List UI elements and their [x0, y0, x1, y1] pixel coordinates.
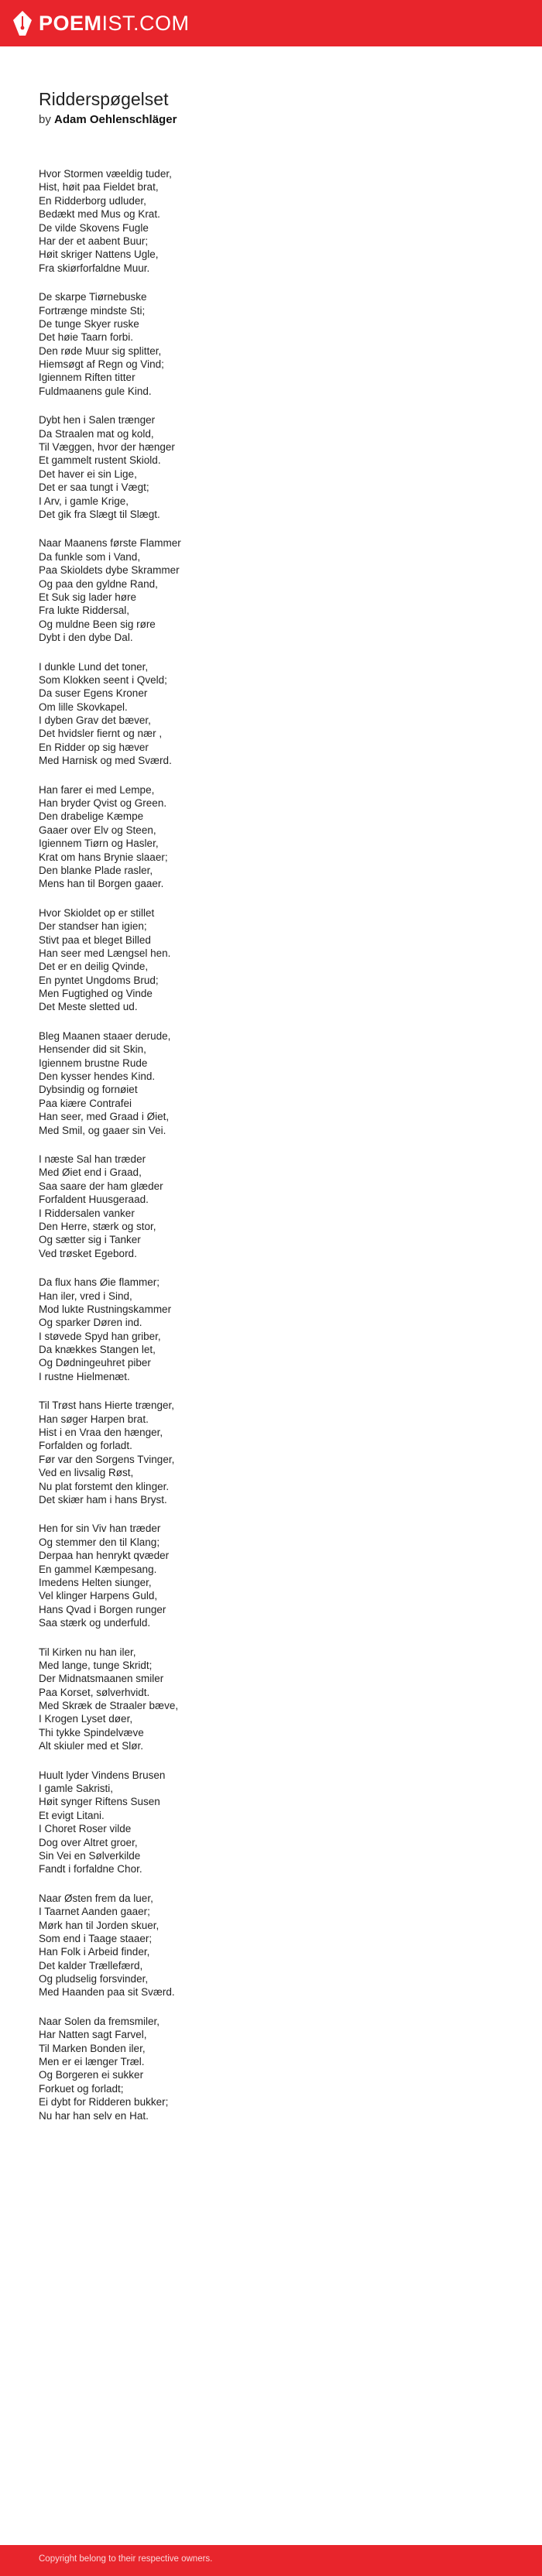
- poem-line: Hans Qvad i Borgen runger: [39, 1603, 166, 1615]
- poem-line: Et Suk sig lader høre: [39, 591, 137, 603]
- poem-line: Mod lukte Rustningskammer: [39, 1303, 172, 1315]
- poem-line: Hvor Skioldet op er stillet: [39, 906, 155, 919]
- poem-line: De tunge Skyer ruske: [39, 317, 139, 330]
- poem-line: Da flux hans Øie flammer;: [39, 1276, 160, 1289]
- poem-line: Den kysser hendes Kind.: [39, 1070, 156, 1083]
- poem-line: Der Midnatsmaanen smiler: [39, 1673, 164, 1685]
- poem-line: Huult lyder Vindens Brusen: [39, 1769, 166, 1781]
- poem-line: Dybsindig og fornøiet: [39, 1084, 138, 1096]
- author-name[interactable]: Adam Oehlenschläger: [54, 113, 177, 126]
- poem-line: Bleg Maanen staaer derude,: [39, 1029, 171, 1042]
- poem-line: Han iler, vred i Sind,: [39, 1290, 132, 1302]
- poem-line: En Ridder op sig hæver: [39, 741, 149, 753]
- poem-stanza: [39, 1769, 503, 1876]
- poem-line: Bedækt med Mus og Krat.: [39, 208, 160, 221]
- poem-line: Ei dybt for Ridderen bukker;: [39, 2096, 169, 2108]
- poem-line: Naar Maanens første Flammer: [39, 537, 181, 550]
- poem-line: Og pludselig forsvinder,: [39, 1973, 149, 1985]
- poem-line: Dybt i den dybe Dal.: [39, 632, 133, 644]
- poem-line: Stivt paa et bleget Billed: [39, 933, 151, 946]
- poem-stanza: [39, 413, 503, 521]
- poem-line: I rustne Hielmenæt.: [39, 1370, 130, 1382]
- poem-line: Nu plat forstemt den klinger.: [39, 1480, 170, 1492]
- poem-line: Og Borgeren ei sukker: [39, 2069, 144, 2081]
- poem-line: Har Natten sagt Farvel,: [39, 2029, 147, 2041]
- poem-line: I Taarnet Aanden gaaer;: [39, 1906, 150, 1918]
- poem-stanza: [39, 1646, 503, 1753]
- poem-line: I Arv, i gamle Krige,: [39, 495, 129, 507]
- poem-line: I gamle Sakristi,: [39, 1783, 114, 1795]
- poem-stanza: [39, 1522, 503, 1629]
- poem-stanza: [39, 167, 503, 275]
- poem-line: Han bryder Qvist og Green.: [39, 797, 167, 810]
- poem-stanza: [39, 1153, 503, 1260]
- poem-line: Det høie Taarn forbi.: [39, 331, 134, 344]
- poem-line: Dog over Altret groer,: [39, 1836, 138, 1848]
- poem-line: Høit skriger Nattens Ugle,: [39, 248, 159, 261]
- poem-line: Den drabelige Kæmpe: [39, 810, 144, 823]
- poem-line: Med Øiet end i Graad,: [39, 1166, 142, 1179]
- poem-line: Fandt i forfaldne Chor.: [39, 1863, 142, 1875]
- poem-line: Da Straalen mat og kold,: [39, 427, 154, 440]
- poem-line: Med Skræk de Straaler bæve,: [39, 1700, 179, 1712]
- poem-line: Har der et aabent Buur;: [39, 235, 149, 247]
- poem-line: Og paa den gyldne Rand,: [39, 577, 158, 590]
- poem-line: Forkuet og forladt;: [39, 2082, 124, 2095]
- poem-line: De skarpe Tiørnebuske: [39, 291, 147, 303]
- poem-line: Der standser han igien;: [39, 920, 147, 933]
- poem-line: Igiennem brustne Rude: [39, 1057, 148, 1069]
- poem-line: Og sætter sig i Tanker: [39, 1234, 141, 1246]
- poem-line: Fortrænge mindste Sti;: [39, 304, 146, 317]
- poem-line: Naar Solen da fremsmiler,: [39, 2015, 160, 2027]
- poem-line: Det er en deilig Qvinde,: [39, 961, 149, 973]
- poem-line: Sin Vei en Sølverkilde: [39, 1849, 141, 1862]
- poem-line: Det hvidsler fiernt og nær ,: [39, 728, 163, 740]
- poem-line: I næste Sal han træder: [39, 1153, 146, 1165]
- poem-stanza: [39, 2015, 503, 2122]
- poem-line: Derpaa han henrykt qvæder: [39, 1550, 170, 1562]
- poem-line: I dunkle Lund det toner,: [39, 660, 149, 673]
- poem-line: Hist i en Vraa den hænger,: [39, 1427, 163, 1439]
- poem-line: Den røde Muur sig splitter,: [39, 344, 162, 357]
- poem-line: Naar Østen frem da luer,: [39, 1892, 153, 1904]
- poem-line: Det skiær ham i hans Bryst.: [39, 1493, 167, 1506]
- poem-line: Høit synger Riftens Susen: [39, 1796, 160, 1808]
- poem-line: Mørk han til Jorden skuer,: [39, 1919, 160, 1931]
- poem-line: Et evigt Litani.: [39, 1809, 105, 1821]
- site-name: POEMIST.COM: [39, 12, 190, 35]
- poem-line: Det Meste sletted ud.: [39, 1001, 138, 1013]
- poem-body: [39, 167, 503, 2138]
- poem-line: Forfalden og forladt.: [39, 1440, 132, 1452]
- poem-line: Med Smil, og gaaer sin Vei.: [39, 1124, 166, 1136]
- poem-line: Han Folk i Arbeid finder,: [39, 1946, 150, 1958]
- poem-byline: [39, 113, 177, 126]
- poem-line: Og stemmer den til Klang;: [39, 1536, 160, 1548]
- poem-line: Fra lukte Riddersal,: [39, 605, 130, 617]
- poem-line: Til Væggen, hvor der hænger: [39, 441, 175, 454]
- poem-line: Nu har han selv en Hat.: [39, 2109, 149, 2122]
- poem-stanza: [39, 906, 503, 1014]
- pen-nib-icon: [11, 10, 34, 36]
- poem-line: Han seer, med Graad i Øiet,: [39, 1111, 170, 1123]
- poem-line: Men er ei længer Træl.: [39, 2056, 145, 2068]
- poem-line: Og sparker Døren ind.: [39, 1317, 142, 1329]
- poem-line: Paa Korset, sølverhvidt.: [39, 1686, 150, 1698]
- poem-stanza: [39, 536, 503, 644]
- poem-line: Thi tykke Spindelvæve: [39, 1726, 144, 1738]
- poem-line: Med Haanden paa sit Sværd.: [39, 1986, 175, 1999]
- poem-stanza: [39, 290, 503, 398]
- by-label: by: [39, 113, 51, 126]
- site-footer: [0, 2545, 542, 2576]
- poem-line: Med lange, tunge Skridt;: [39, 1659, 153, 1671]
- poem-line: Hist, høit paa Fieldet brat,: [39, 181, 159, 194]
- site-logo[interactable]: [11, 9, 190, 37]
- poem-line: En Ridderborg udluder,: [39, 194, 146, 207]
- poem-line: Til Kirken nu han iler,: [39, 1646, 136, 1658]
- poem-line: Han farer ei med Lempe,: [39, 783, 155, 796]
- poem-line: Imedens Helten siunger,: [39, 1576, 152, 1588]
- poem-line: I støvede Spyd han griber,: [39, 1330, 161, 1342]
- poem-line: Paa kiære Contrafei: [39, 1097, 132, 1109]
- poem-line: Som Klokken seent i Qveld;: [39, 673, 167, 686]
- copyright-text: Copyright belong to their respective owners.: [39, 2554, 213, 2564]
- poem-line: Igiennem Riften titter: [39, 372, 136, 384]
- poem-line: Ved trøsket Egebord.: [39, 1247, 137, 1259]
- poem-title: Ridderspøgelset: [39, 89, 169, 109]
- poem-line: Da funkle som i Vand,: [39, 550, 141, 563]
- poem-line: Gaaer over Elv og Steen,: [39, 824, 156, 836]
- poem-line: En pyntet Ungdoms Brud;: [39, 974, 159, 986]
- poem-line: Han søger Harpen brat.: [39, 1413, 149, 1425]
- poem-line: Hensender did sit Skin,: [39, 1043, 146, 1056]
- poem-line: Det gik fra Slægt til Slægt.: [39, 508, 160, 520]
- site-header: [0, 0, 542, 46]
- poem-line: Som end i Taage staaer;: [39, 1932, 153, 1944]
- poem-line: Hiemsøgt af Regn og Vind;: [39, 358, 164, 371]
- poem-stanza: [39, 783, 503, 891]
- poem-line: Den blanke Plade rasler,: [39, 864, 153, 876]
- poem-line: Og Dødningeuhret piber: [39, 1357, 151, 1369]
- poem-line: En gammel Kæmpesang.: [39, 1563, 157, 1575]
- poem-line: Med Harnisk og med Sværd.: [39, 755, 172, 767]
- poem-stanza: [39, 1399, 503, 1506]
- poem-line: Det kalder Trællefærd,: [39, 1959, 143, 1971]
- poem-line: Saa saare der ham glæder: [39, 1180, 163, 1192]
- poem-line: Han seer med Længsel hen.: [39, 947, 171, 959]
- poem-line: Den Herre, stærk og stor,: [39, 1220, 156, 1232]
- poem-line: Det haver ei sin Lige,: [39, 468, 137, 480]
- poem-line: Forfaldent Huusgeraad.: [39, 1194, 149, 1206]
- poem-line: I Choret Roser vilde: [39, 1823, 132, 1835]
- poem-line: Til Trøst hans Hierte trænger,: [39, 1399, 175, 1412]
- poem-line: Fra skiørforfaldne Muur.: [39, 262, 150, 274]
- poem-line: Og muldne Been sig røre: [39, 618, 156, 630]
- poem-stanza: [39, 660, 503, 768]
- poem-line: De vilde Skovens Fugle: [39, 221, 149, 234]
- poem-line: Vel klinger Harpens Guld,: [39, 1590, 158, 1602]
- poem-line: Fuldmaanens gule Kind.: [39, 385, 152, 397]
- poem-line: Da knækkes Stangen let,: [39, 1344, 156, 1356]
- poem-line: Til Marken Bonden iler,: [39, 2042, 146, 2054]
- poem-line: Mens han til Borgen gaaer.: [39, 878, 164, 890]
- poem-line: Igiennem Tiørn og Hasler,: [39, 838, 159, 850]
- poem-line: Hvor Stormen væeldig tuder,: [39, 168, 172, 180]
- poem-line: Et gammelt rustent Skiold.: [39, 454, 161, 467]
- poem-line: Dybt hen i Salen trænger: [39, 414, 156, 426]
- poem-line: Om lille Skovkapel.: [39, 701, 128, 713]
- poem-line: I dyben Grav det bæver,: [39, 714, 151, 727]
- poem-line: I Krogen Lyset døer,: [39, 1713, 133, 1725]
- poem-line: Saa stærk og underfuld.: [39, 1617, 151, 1629]
- poem-line: Det er saa tungt i Vægt;: [39, 481, 149, 494]
- poem-line: Men Fugtighed og Vinde: [39, 988, 153, 1000]
- poem-line: Hen for sin Viv han træder: [39, 1523, 161, 1535]
- poem-stanza: [39, 1892, 503, 1999]
- poem-line: Paa Skioldets dybe Skrammer: [39, 564, 180, 577]
- poem-stanza: [39, 1276, 503, 1383]
- poem-line: Alt skiuler med et Slør.: [39, 1740, 144, 1752]
- poem-line: Før var den Sorgens Tvinger,: [39, 1453, 175, 1465]
- poem-line: Da suser Egens Kroner: [39, 687, 148, 700]
- poem-line: Krat om hans Brynie slaaer;: [39, 851, 168, 863]
- poem-stanza: [39, 1029, 503, 1137]
- poem-line: Ved en livsalig Røst,: [39, 1467, 134, 1479]
- poem-line: I Riddersalen vanker: [39, 1207, 135, 1219]
